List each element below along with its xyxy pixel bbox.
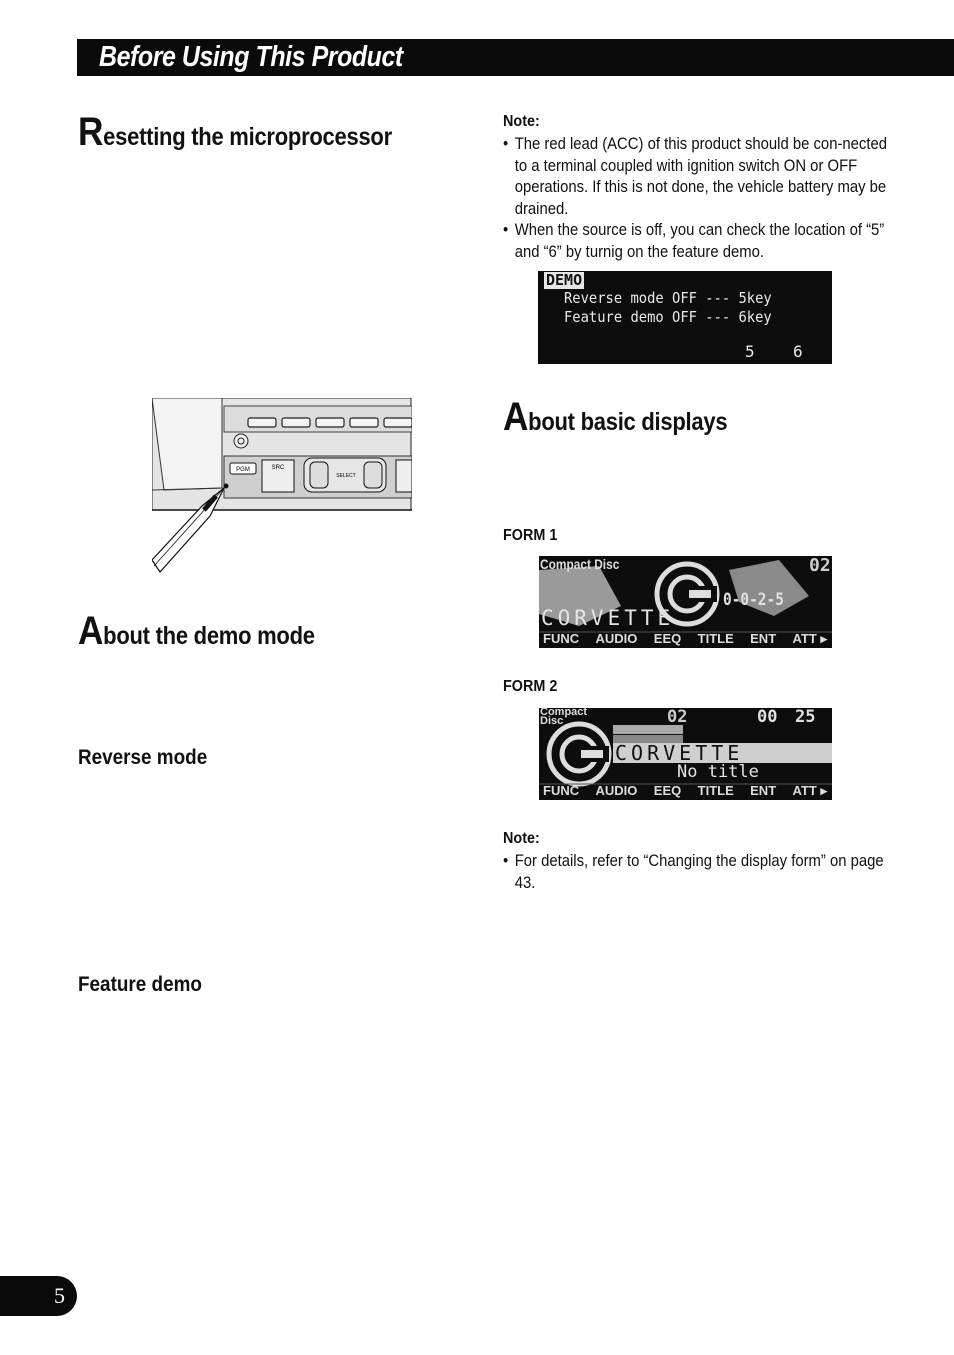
select-button-label: SELECT	[336, 473, 356, 479]
heading-demo-mode: About the demo mode	[78, 609, 315, 653]
menu-func: FUNC	[543, 783, 580, 798]
heading-basic-displays: About basic displays	[503, 395, 728, 439]
menu-att: ATT ▸	[792, 783, 827, 798]
form2-function-menu	[543, 783, 827, 799]
form1-disc-title: CORVETTE	[541, 606, 675, 630]
page-title: Before Using This Product	[99, 41, 403, 73]
note-item: • For details, refer to “Changing the display form” on page 43.	[503, 852, 884, 892]
form2-time-min: 00	[757, 708, 778, 727]
demo-line-reverse: Reverse mode OFF --- 5key	[564, 289, 772, 307]
form2-time-sec: 25	[795, 708, 816, 727]
menu-audio: AUDIO	[595, 631, 638, 646]
menu-att: ATT ▸	[792, 631, 827, 646]
demo-title: DEMO	[546, 271, 583, 289]
menu-title: TITLE	[697, 783, 734, 798]
menu-eeq: EEQ	[653, 631, 682, 646]
reset-button-illustration	[152, 398, 412, 580]
arrow-right-icon: ▸	[820, 783, 827, 798]
demo-key-5: 5	[745, 342, 755, 361]
note-item: • The red lead (ACC) of this product should be con-nected to a terminal coupled with ignition switch ON or OFF operations. If this is not done, the vehicle battery may be drained.	[503, 135, 887, 218]
form1-source: Compact Disc	[540, 556, 620, 572]
form2-source: Compact Disc	[540, 708, 588, 727]
form1-display	[539, 556, 832, 648]
menu-eeq: EEQ	[653, 783, 682, 798]
menu-ent: ENT	[750, 631, 777, 646]
form2-track-title: No title	[677, 762, 759, 782]
src-button-label: SRC	[271, 465, 285, 471]
note-list	[503, 851, 894, 894]
form2-disc-title: CORVETTE	[615, 741, 744, 765]
form2-track: 02	[667, 708, 688, 727]
note-list	[503, 134, 894, 263]
note-label: Note:	[503, 113, 540, 130]
form1-label: FORM 1	[503, 527, 558, 544]
heading-reverse-mode: Reverse mode	[78, 746, 208, 769]
heading-feature-demo: Feature demo	[78, 973, 202, 996]
heading-resetting: Resetting the microprocessor	[78, 110, 392, 154]
page-number: 5	[0, 1276, 77, 1316]
form1-function-menu	[543, 631, 827, 647]
note-item: • When the source is off, you can check the location of “5” and “6” by turnig on the feature demo.	[503, 221, 885, 261]
form1-track: 02	[809, 556, 831, 576]
note-label: Note:	[503, 830, 540, 847]
demo-display	[538, 271, 832, 364]
demo-line-feature: Feature demo OFF --- 6key	[564, 308, 772, 326]
form2-display	[539, 708, 832, 800]
menu-ent: ENT	[750, 783, 777, 798]
demo-key-6: 6	[793, 342, 803, 361]
form1-time: 0-0-2-5	[723, 590, 784, 610]
form2-label: FORM 2	[503, 678, 558, 695]
pgm-button-label: PGM	[236, 467, 250, 473]
menu-title: TITLE	[697, 631, 734, 646]
arrow-right-icon: ▸	[820, 631, 827, 646]
menu-audio: AUDIO	[595, 783, 638, 798]
menu-func: FUNC	[543, 631, 580, 646]
